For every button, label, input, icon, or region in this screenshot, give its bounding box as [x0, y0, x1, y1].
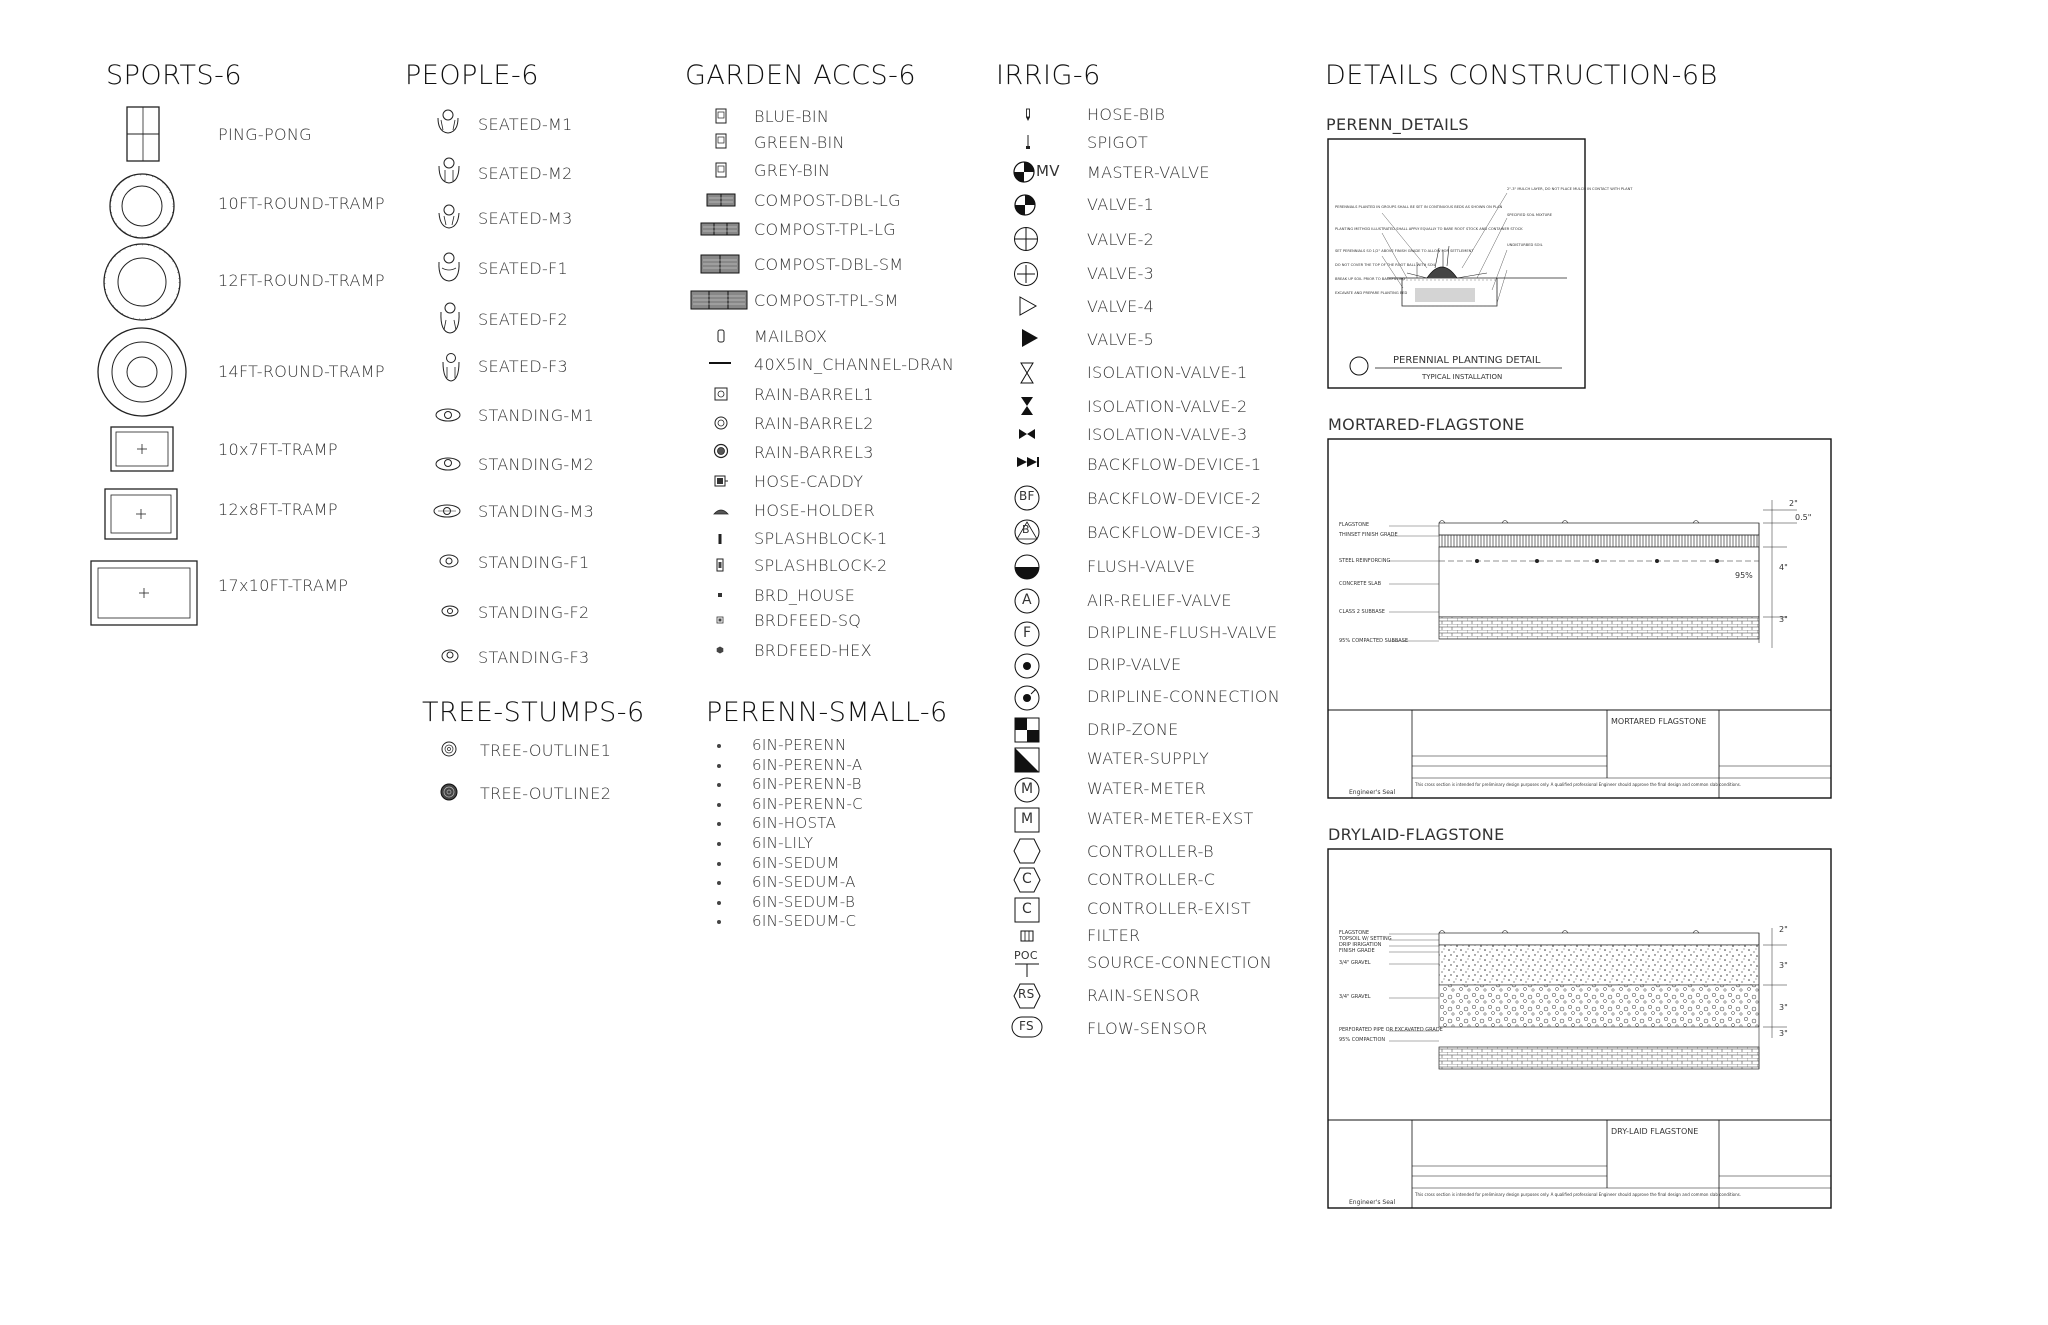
tree-stump-outline-icon — [440, 740, 458, 758]
perenn-item-label: 6IN-HOSTA — [752, 814, 837, 833]
hose-holder-icon — [712, 506, 730, 516]
perenn-bullet-icon — [717, 901, 721, 905]
mortared-dim-label: 3" — [1779, 615, 1788, 624]
seated-person-icon — [434, 106, 462, 136]
rain-barrel-icon — [713, 386, 729, 402]
drylaid-layer-label: 3/4" GRAVEL — [1339, 994, 1371, 1000]
garden-item-label: 40X5IN_CHANNEL-DRAN — [754, 355, 955, 374]
drylaid-layer-label: TOPSOIL W/ SETTING — [1339, 936, 1392, 942]
irrig-item-label: DRIPLINE-FLUSH-VALVE — [1087, 623, 1278, 642]
valve-quartered-icon — [1013, 193, 1037, 217]
dripline-flush-badge: F — [1023, 625, 1032, 641]
sports-item-label: PING-PONG — [218, 125, 312, 144]
people-item-label: STANDING-F1 — [478, 553, 590, 572]
tree-stump-label: TREE-OUTLINE2 — [480, 784, 612, 803]
garden-item-label: SPLASHBLOCK-2 — [754, 556, 888, 575]
drylaid-dim-label: 3" — [1779, 961, 1788, 970]
bin-icon — [715, 133, 727, 149]
perenn-callout-text: PERENNIALS PLANTED IN GROUPS SHALL BE SET IN CONTINUOUS BEDS AS SHOWN ON PLAN — [1335, 205, 1503, 209]
rain-sensor-badge: RS — [1018, 987, 1035, 1001]
perenn-bullet-icon — [717, 783, 721, 787]
irrig-item-label: RAIN-SENSOR — [1087, 986, 1201, 1005]
compost-icon — [690, 290, 748, 310]
sports-item-label: 10FT-ROUND-TRAMP — [218, 194, 385, 213]
garden-item-label: COMPOST-TPL-LG — [754, 220, 896, 239]
compost-icon — [706, 193, 736, 207]
water-meter-exist-badge: M — [1021, 811, 1034, 827]
people-item-label: SEATED-F1 — [478, 259, 569, 278]
perenn-details-label: PERENN_DETAILS — [1326, 115, 1469, 134]
mortared-stamp: MORTARED FLAGSTONE — [1611, 717, 1707, 726]
ping-pong-table-icon — [126, 106, 160, 162]
perenn-detail-subtitle: TYPICAL INSTALLATION — [1422, 373, 1503, 381]
seated-person-icon — [438, 300, 462, 336]
round-trampoline-icon — [96, 326, 188, 418]
irrig-item-label: ISOLATION-VALVE-2 — [1087, 397, 1248, 416]
perenn-callout-text: 2"-3" MULCH LAYER, DO NOT PLACE MULCH IN CONTACT WITH PLANT — [1507, 187, 1633, 191]
people-item-label: STANDING-F3 — [478, 648, 590, 667]
hose-caddy-icon — [713, 474, 729, 488]
mortared-dim-label: 95% — [1735, 571, 1753, 580]
irrig-item-label: DRIPLINE-CONNECTION — [1087, 687, 1281, 706]
perenn-item-label: 6IN-PERENN-A — [752, 755, 863, 774]
perenn-callout-text: UNDISTURBED SOIL — [1507, 243, 1543, 247]
rect-trampoline-icon — [104, 488, 178, 540]
valve-triangle-outline-icon — [1018, 295, 1038, 317]
irrig-item-label: BACKFLOW-DEVICE-3 — [1087, 523, 1262, 542]
mortared-note: This cross section is intended for preliminary design purposes only. A qualified professional Engineer should approve the final design and common slab conditions. — [1415, 782, 1742, 787]
mortared-layer-label: STEEL REINFORCING — [1339, 558, 1391, 564]
water-supply-icon — [1014, 747, 1040, 773]
sports-item-label: 17x10FT-TRAMP — [218, 576, 349, 595]
people-item-label: SEATED-M1 — [478, 115, 573, 134]
backflow-bf-badge: BF — [1019, 489, 1035, 503]
standing-person-icon — [440, 646, 460, 666]
standing-person-icon — [440, 603, 460, 619]
rain-barrel-icon — [713, 443, 729, 459]
garden-item-label: RAIN-BARREL2 — [754, 414, 874, 433]
perenn-item-label: 6IN-PERENN-B — [752, 775, 862, 794]
people-item-label: SEATED-M2 — [478, 164, 573, 183]
bird-feeder-icon — [716, 616, 724, 624]
irrig-item-label: SOURCE-CONNECTION — [1087, 953, 1272, 972]
drylaid-flagstone-detail — [1327, 848, 1833, 1210]
seated-person-icon — [436, 154, 462, 186]
valve-cross-small-icon — [1013, 261, 1039, 287]
controller-hexagon-icon — [1013, 838, 1041, 864]
mortared-layer-label: CLASS 2 SUBBASE — [1339, 609, 1385, 615]
irrig-item-label: VALVE-5 — [1087, 330, 1155, 349]
irrig-item-label: ISOLATION-VALVE-1 — [1087, 363, 1248, 382]
irrig-item-label: VALVE-1 — [1087, 195, 1155, 214]
splashblock-icon — [715, 558, 725, 572]
compost-icon — [700, 254, 740, 274]
perenn-bullet-icon — [717, 803, 721, 807]
people-title: PEOPLE-6 — [405, 60, 539, 91]
irrig-item-label: HOSE-BIB — [1087, 105, 1166, 124]
perenn-callout-text: SPECIFIED SOIL MIXTURE — [1507, 213, 1553, 217]
garden-item-label: COMPOST-DBL-LG — [754, 191, 901, 210]
controller-exist-badge: C — [1022, 901, 1033, 917]
drylaid-flagstone-label: DRYLAID-FLAGSTONE — [1328, 825, 1505, 844]
standing-person-icon — [432, 502, 462, 520]
filter-icon — [1020, 930, 1034, 942]
garden-item-label: MAILBOX — [754, 327, 828, 346]
valve-cross-icon — [1013, 226, 1039, 252]
bird-feeder-icon — [716, 646, 724, 654]
perenn-bullet-icon — [717, 744, 721, 748]
perenn-callout-text: BREAK UP SOIL PRIOR TO BACKFILLING — [1335, 277, 1406, 281]
tree-stumps-title: TREE-STUMPS-6 — [422, 697, 645, 728]
seated-person-icon — [436, 202, 462, 230]
irrig-item-label: CONTROLLER-C — [1087, 870, 1216, 889]
perenn-item-label: 6IN-SEDUM-B — [752, 892, 856, 911]
irrig-item-label: FLOW-SENSOR — [1087, 1019, 1208, 1038]
spigot-icon — [1025, 134, 1031, 150]
perenn-bullet-icon — [717, 822, 721, 826]
irrig-item-label: FILTER — [1087, 926, 1141, 945]
sports-item-label: 10x7FT-TRAMP — [218, 440, 338, 459]
drylaid-layer-label: 95% COMPACTION — [1339, 1037, 1386, 1043]
rain-barrel-icon — [713, 415, 729, 431]
garden-item-label: SPLASHBLOCK-1 — [754, 529, 888, 548]
mortared-dim-label: 0.5" — [1795, 513, 1812, 522]
irrig-item-label: BACKFLOW-DEVICE-1 — [1087, 455, 1262, 474]
irrig-item-label: SPIGOT — [1087, 133, 1149, 152]
people-item-label: SEATED-F3 — [478, 357, 569, 376]
perenn-item-label: 6IN-PERENN — [752, 736, 847, 754]
irrig-item-label: MASTER-VALVE — [1087, 163, 1210, 182]
round-trampoline-icon — [102, 242, 182, 322]
perenn-callout-text: PLANTING METHOD ILLUSTRATED SHALL APPLY EQUALLY TO BARE ROOT STOCK AND CONTAINER STOCK — [1335, 227, 1523, 231]
people-item-label: STANDING-F2 — [478, 603, 590, 622]
flow-sensor-badge: FS — [1019, 1019, 1034, 1033]
mortared-engineer-seal: Engineer's Seal — [1349, 789, 1396, 796]
isolation-valve-filled-icon — [1019, 395, 1035, 417]
standing-person-icon — [434, 406, 462, 424]
irrig-item-label: WATER-METER — [1087, 779, 1206, 798]
sports-item-label: 14FT-ROUND-TRAMP — [218, 362, 385, 381]
irrig-item-label: WATER-SUPPLY — [1087, 749, 1210, 768]
drylaid-layer-label: FINISH GRADE — [1339, 948, 1375, 954]
people-item-label: SEATED-M3 — [478, 209, 573, 228]
people-item-label: STANDING-M3 — [478, 502, 595, 521]
flush-valve-icon — [1013, 553, 1041, 581]
seated-person-icon — [440, 350, 462, 384]
mailbox-icon — [716, 328, 726, 344]
irrig-item-label: ISOLATION-VALVE-3 — [1087, 425, 1248, 444]
valve-triangle-filled-icon — [1020, 327, 1040, 349]
hose-bib-icon — [1024, 107, 1032, 123]
irrig-item-label: AIR-RELIEF-VALVE — [1087, 591, 1232, 610]
drylaid-layer-label: FLAGSTONE — [1339, 930, 1370, 936]
perenn-detail-title: PERENNIAL PLANTING DETAIL — [1393, 355, 1541, 366]
irrig-item-label: BACKFLOW-DEVICE-2 — [1087, 489, 1262, 508]
irrig-item-label: VALVE-3 — [1087, 264, 1155, 283]
garden-item-label: RAIN-BARREL3 — [754, 443, 874, 462]
irrig-item-label: DRIP-ZONE — [1087, 720, 1179, 739]
irrig-item-label: VALVE-4 — [1087, 297, 1155, 316]
backflow-device-icon — [1015, 455, 1041, 469]
drylaid-layer-label: DRIP IRRIGATION — [1339, 942, 1382, 948]
bird-house-icon — [717, 592, 723, 598]
garden-item-label: COMPOST-DBL-SM — [754, 255, 904, 274]
bin-icon — [715, 162, 727, 178]
mortared-layer-label: 95% COMPACTED SUBBASE — [1339, 638, 1409, 644]
garden-item-label: BRDFEED-SQ — [754, 611, 862, 630]
people-item-label: STANDING-M1 — [478, 406, 595, 425]
irrig-item-label: CONTROLLER-EXIST — [1087, 899, 1251, 918]
drip-zone-icon — [1014, 717, 1040, 743]
standing-person-icon — [434, 455, 462, 473]
mortared-flagstone-detail — [1327, 438, 1833, 800]
garden-item-label: GREEN-BIN — [754, 133, 845, 152]
bin-icon — [715, 108, 727, 124]
drylaid-stamp: DRY-LAID FLAGSTONE — [1611, 1127, 1699, 1136]
details-title: DETAILS CONSTRUCTION-6B — [1325, 60, 1718, 91]
irrig-item-label: DRIP-VALVE — [1087, 655, 1182, 674]
perenn-small-title: PERENN-SMALL-6 — [706, 697, 948, 728]
perenn-bullet-icon — [717, 920, 721, 924]
isolation-valve-bowtie-icon — [1017, 427, 1037, 441]
drip-valve-icon — [1013, 652, 1041, 680]
source-connection-badge: POC — [1014, 949, 1038, 962]
drylaid-note: This cross section is intended for preliminary design purposes only. A qualified professional Engineer should approve the final design and common slab conditions. — [1415, 1192, 1742, 1197]
garden-item-label: HOSE-HOLDER — [754, 501, 876, 520]
irrig-title: IRRIG-6 — [996, 60, 1101, 91]
sports-title: SPORTS-6 — [106, 60, 243, 91]
perenn-bullet-icon — [717, 862, 721, 866]
standing-person-icon — [438, 552, 460, 570]
mortared-layer-label: FLAGSTONE — [1339, 522, 1370, 528]
garden-title: GARDEN ACCS-6 — [685, 60, 917, 91]
irrig-item-label: CONTROLLER-B — [1087, 842, 1214, 861]
water-meter-badge: M — [1021, 781, 1034, 797]
irrig-item-label: WATER-METER-EXST — [1087, 809, 1254, 828]
rect-trampoline-icon — [90, 560, 198, 626]
sports-item-label: 12x8FT-TRAMP — [218, 500, 338, 519]
perenn-callout-text: SET PERENNIALS SO 1/2" ABOVE FINISH GRADE TO ALLOW FOR SETTLEMENT — [1335, 249, 1474, 253]
perenn-item-label: 6IN-SEDUM — [752, 853, 840, 872]
perenn-item-label: 6IN-SEDUM-A — [752, 873, 856, 892]
garden-item-label: COMPOST-TPL-SM — [754, 291, 899, 310]
drylaid-dim-label: 3" — [1779, 1029, 1788, 1038]
garden-item-label: BRDFEED-HEX — [754, 641, 872, 660]
perenn-bullet-icon — [717, 881, 721, 885]
mortared-dim-label: 4" — [1779, 563, 1788, 572]
isolation-valve-outline-icon — [1018, 361, 1036, 385]
splashblock-icon — [717, 533, 723, 545]
master-valve-badge: MV — [1036, 162, 1060, 180]
perenn-item-label: 6IN-LILY — [752, 834, 814, 852]
irrig-item-label: FLUSH-VALVE — [1087, 557, 1196, 576]
people-item-label: STANDING-M2 — [478, 455, 595, 474]
garden-item-label: RAIN-BARREL1 — [754, 385, 874, 404]
garden-item-label: HOSE-CADDY — [754, 472, 864, 491]
mortared-layer-label: THINSET FINISH GRADE — [1339, 532, 1398, 538]
sports-item-label: 12FT-ROUND-TRAMP — [218, 271, 385, 290]
backflow-b-badge: B — [1022, 523, 1030, 536]
tree-stump-filled-icon — [439, 782, 459, 802]
perenn-callout-text: DO NOT COVER THE TOP OF THE ROOT BALL WITH SOIL — [1335, 263, 1436, 267]
round-trampoline-icon — [108, 172, 176, 240]
controller-c-badge: C — [1022, 871, 1033, 887]
rect-trampoline-icon — [110, 426, 174, 472]
perenn-bullet-icon — [717, 842, 721, 846]
mortared-dim-label: 2" — [1789, 499, 1798, 508]
drylaid-dim-label: 3" — [1779, 1003, 1788, 1012]
tree-stump-label: TREE-OUTLINE1 — [480, 741, 612, 760]
drylaid-layer-label: PERFORATED PIPE OR EXCAVATED GRADE — [1339, 1027, 1443, 1033]
irrig-item-label: VALVE-2 — [1087, 230, 1155, 249]
compost-icon — [700, 222, 740, 236]
dripline-connection-icon — [1013, 684, 1041, 712]
drylaid-dim-label: 2" — [1779, 925, 1788, 934]
seated-person-icon — [436, 250, 462, 284]
garden-item-label: BRD_HOUSE — [754, 586, 856, 605]
perenn-callout-text: EXCAVATE AND PREPARE PLANTING BED — [1335, 291, 1408, 295]
perenn-item-label: 6IN-PERENN-C — [752, 794, 863, 813]
perenn-item-label: 6IN-SEDUM-C — [752, 912, 857, 931]
drylaid-engineer-seal: Engineer's Seal — [1349, 1199, 1396, 1206]
garden-item-label: BLUE-BIN — [754, 107, 830, 126]
mortared-flagstone-label: MORTARED-FLAGSTONE — [1328, 415, 1525, 434]
mortared-layer-label: CONCRETE SLAB — [1339, 581, 1382, 587]
perenn-bullet-icon — [717, 764, 721, 768]
people-item-label: SEATED-F2 — [478, 310, 569, 329]
channel-drain-icon — [708, 360, 732, 366]
drylaid-layer-label: 3/4" GRAVEL — [1339, 960, 1371, 966]
perennial-planting-detail — [1327, 138, 1633, 390]
air-relief-badge: A — [1022, 592, 1032, 608]
garden-item-label: GREY-BIN — [754, 161, 831, 180]
